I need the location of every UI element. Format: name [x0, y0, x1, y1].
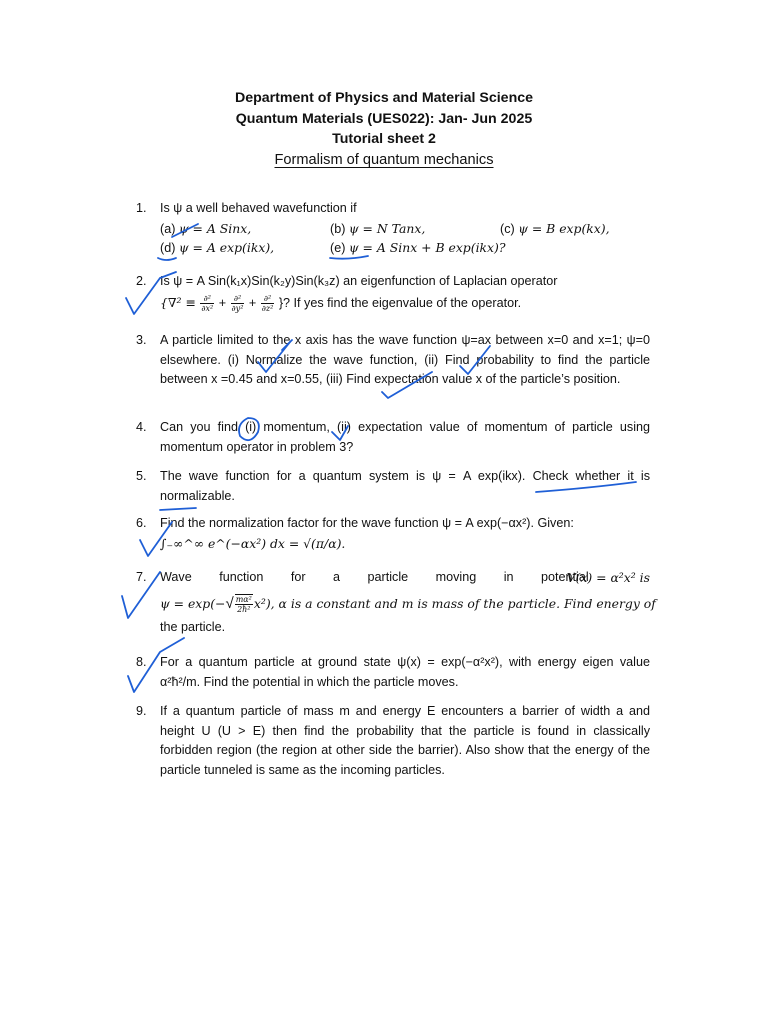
question-1	[136, 199, 650, 258]
question-text: Can you find (i) momentum, (ii) expectation value of momentum of particle using momentum operator in problem 3?	[160, 420, 650, 454]
question-number: 8.	[136, 655, 147, 669]
question-text: Is ψ = A Sin(k₁x)Sin(k₂y)Sin(k₃z) an eigenfunction of Laplacian operator	[160, 274, 558, 288]
option-e: (e) ψ = A Sinx + B exp(ikx)?	[330, 240, 506, 256]
question-number: 4.	[136, 420, 147, 434]
laplacian-operator: {∇² ≡ $\frac{\text{∂²}}{\text{∂x²}}$ + $\frac{\text{∂²}}{\text{∂y²}}$ + $\frac{\text{∂²}}{\text{∂z²}}$ }? If yes find the eigenvalue of the operator.	[160, 293, 522, 313]
sqrt-fraction: $\frac{\text{mα²}}{\text{2ħ²}}$	[235, 595, 252, 615]
sheet-title: Tutorial sheet 2	[332, 131, 436, 148]
question-text: For a quantum particle at ground state ψ(x) = exp(−α²x²), with energy eigen value α²ħ²/m. Find the potential in which the particle moves.	[160, 655, 650, 689]
question-number: 1.	[136, 201, 147, 215]
options-row-2	[160, 238, 650, 258]
question-text: The wave function for a quantum system is ψ = A exp(ikx). Check whether it is normalizable.	[160, 469, 650, 503]
question-number: 2.	[136, 274, 147, 288]
question-line-2: ψ = exp(−√ $\frac{\text{mα²}}{\text{2ħ²}}$ x²), α is a constant and m is mass of the particle. Find energy of	[160, 594, 656, 615]
question-9	[136, 702, 650, 780]
question-number: 3.	[136, 333, 147, 347]
question-6	[136, 514, 650, 553]
question-number: 7.	[136, 570, 147, 584]
department-title: Department of Physics and Material Science	[234, 90, 534, 106]
question-text: Is ψ a well behaved wavefunction if	[160, 201, 357, 215]
fraction-y: $\frac{\text{∂²}}{\text{∂y²}}$	[231, 293, 244, 313]
question-text: A particle limited to the x axis has the wave function ψ=ax between x=0 and x=1; ψ=0 elsewhere. (i) Normalize the wave function, (ii) Find probability to find the particle between x =0.45 and x=0.55, (iii) Find expectation value x of the particle’s position.	[160, 333, 650, 387]
question-3	[136, 331, 650, 390]
given-integral: ∫₋∞^∞ e^(−αx²) dx = √(π/α).	[160, 535, 346, 551]
option-c: (c) ψ = B exp(kx),	[500, 220, 610, 236]
question-7	[136, 568, 656, 638]
options-row-1	[160, 219, 650, 239]
topic-title: Formalism of quantum mechanics	[274, 151, 494, 168]
question-4	[136, 418, 650, 457]
question-number: 9.	[136, 704, 147, 718]
question-text: If a quantum particle of mass m and energy E encounters a barrier of width a and height U (U > E) then find the probability that the particle is found in classically forbidden region (the region at other side the barrier). Also show that the energy of the particle tunneled is same as the incoming particles.	[160, 704, 650, 777]
option-d: (d) ψ = A exp(ikx),	[160, 240, 275, 256]
question-text: Find the normalization factor for the wave function ψ = A exp(−αx²). Given:	[160, 516, 574, 530]
sheet-header	[0, 88, 768, 170]
option-b: (b) ψ = N Tanx,	[330, 220, 426, 236]
course-title: Quantum Materials (UES022): Jan- Jun 2025	[235, 110, 533, 127]
dash-q5-mark	[160, 508, 196, 510]
question-number: 5.	[136, 469, 147, 483]
option-a: (a) ψ = A Sinx,	[160, 220, 252, 236]
question-line-1: Wave function for a particle moving in potential V(x) = α²x² is	[160, 570, 650, 585]
question-8	[136, 653, 650, 692]
question-5	[136, 467, 650, 506]
fraction-z: $\frac{\text{∂²}}{\text{∂z²}}$	[261, 293, 274, 313]
question-number: 6.	[136, 516, 147, 530]
question-line-3: the particle.	[160, 620, 226, 635]
fraction-x: $\frac{\text{∂²}}{\text{∂x²}}$	[201, 293, 214, 313]
question-2	[136, 272, 650, 313]
